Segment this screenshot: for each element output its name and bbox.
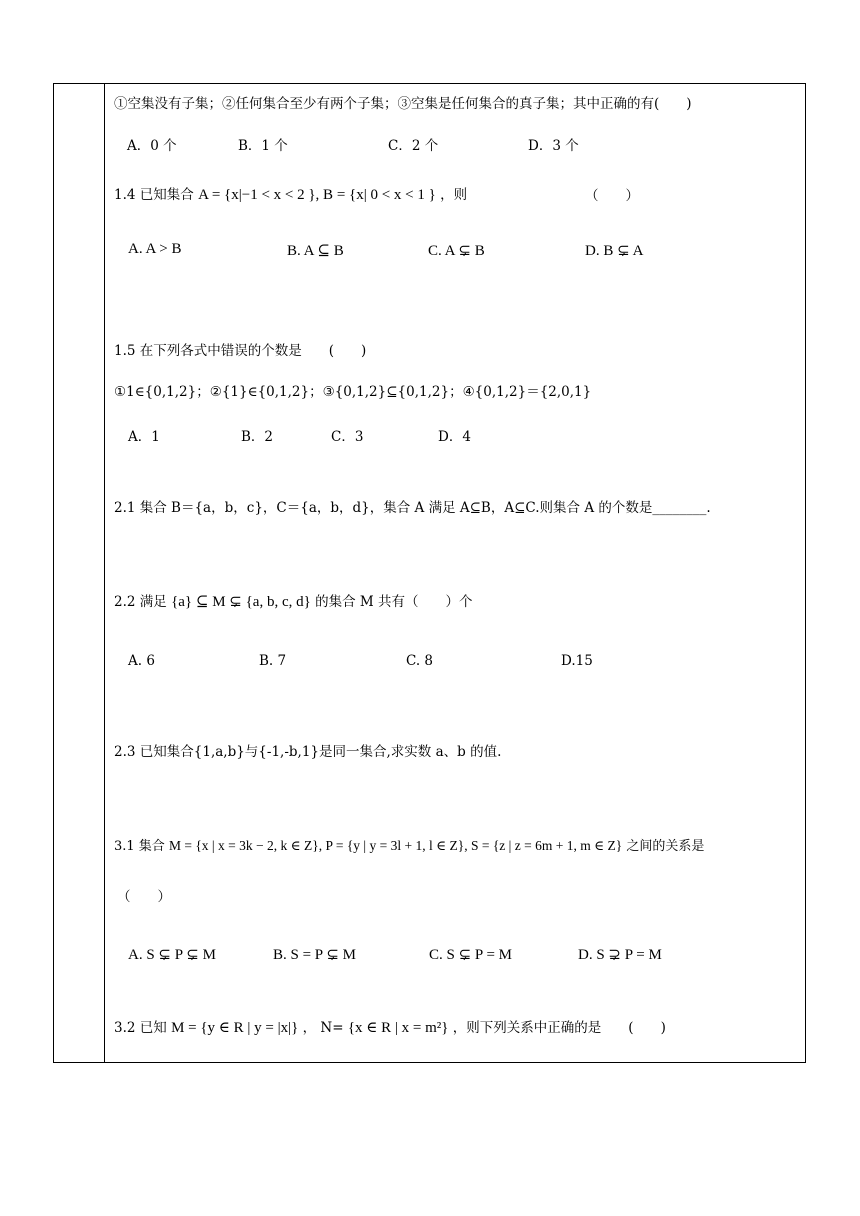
option-b: B. 7 xyxy=(259,653,287,669)
option-b: B. S = P ⊊ M xyxy=(273,947,356,963)
option-c: C. S ⊊ P = M xyxy=(429,947,512,963)
option-a: A．0 个 xyxy=(127,138,177,154)
option-d: D. S ⊋ P = M xyxy=(578,947,662,963)
question-1-5: 1.5 在下列各式中错误的个数是 ( ) xyxy=(114,343,367,359)
question-2-2 xyxy=(114,590,473,611)
formula-n: {x ∈ R | x = m²} xyxy=(347,1020,449,1036)
option-a: A. 6 xyxy=(128,653,155,669)
option-b: B. A ⊆ B xyxy=(287,243,344,259)
column-divider xyxy=(104,83,105,1063)
question-1-5-items: ①1∈{0,1,2}；②{1}∈{0,1,2}；③{0,1,2}⊆{0,1,2}；④{0,1,2}＝{2,0,1} xyxy=(114,384,592,400)
option-d: D. B ⊊ A xyxy=(585,243,644,259)
option-c: C．2 个 xyxy=(388,138,439,154)
question-3-2 xyxy=(114,1016,666,1037)
answer-paren: （ ） xyxy=(117,889,171,905)
option-c: C. A ⊊ B xyxy=(428,243,485,259)
question-prefix: 1.4 已知集合 xyxy=(114,187,194,203)
option-a: A．1 xyxy=(128,429,160,445)
option-a: A. A > B xyxy=(128,241,182,257)
option-b: B．2 xyxy=(241,429,274,445)
question-suffix: 的集合 M 共有（ ）个 xyxy=(315,594,473,610)
option-d: D．3 个 xyxy=(528,138,579,154)
formula: A = {x|−1 < x < 2 }, B = {x| 0 < x < 1 } xyxy=(198,187,436,203)
formula-m: M = {y ∈ R | y = |x|} xyxy=(171,1020,299,1036)
option-a: A. S ⊊ P ⊊ M xyxy=(128,947,216,963)
answer-paren: （ ） xyxy=(585,188,639,204)
question-1-4 xyxy=(114,183,467,204)
formula: {a} ⊆ M ⊊ {a, b, c, d} xyxy=(171,594,311,610)
question-prefix: 2.2 满足 xyxy=(114,594,167,610)
formula: M = {x | x = 3k − 2, k ∈ Z}, P = {y | y = 3l + 1, l ∈ Z}, S = {z | z = 6m + 1, m ∈ Z} xyxy=(168,838,623,853)
table-frame xyxy=(53,83,806,1063)
option-c: C．3 xyxy=(331,429,364,445)
question-suffix: 之间的关系是 xyxy=(626,839,705,854)
question-mid: ， N= xyxy=(302,1020,344,1036)
question-3-1 xyxy=(114,835,704,854)
option-c: C. 8 xyxy=(406,653,434,669)
option-d: D.15 xyxy=(561,653,593,669)
question-suffix: ，则 xyxy=(440,187,468,203)
option-d: D．4 xyxy=(438,429,471,445)
option-b: B．1 个 xyxy=(238,138,288,154)
question-intro: ①空集没有子集；②任何集合至少有两个子集；③空集是任何集合的真子集；其中正确的有( ) xyxy=(114,96,692,112)
question-2-1: 2.1 集合 B＝{a，b，c}，C＝{a，b，d}，集合 A 满足 A⊆B，A⊆C.则集合 A 的个数是________. xyxy=(114,500,711,516)
question-prefix: 3.2 已知 xyxy=(114,1020,167,1036)
question-suffix: ，则下列关系中正确的是 ( ) xyxy=(452,1020,666,1036)
question-prefix: 3.1 集合 xyxy=(114,839,165,854)
question-2-3: 2.3 已知集合{1,a,b}与{-1,-b,1}是同一集合,求实数 a、b 的值. xyxy=(114,744,502,760)
